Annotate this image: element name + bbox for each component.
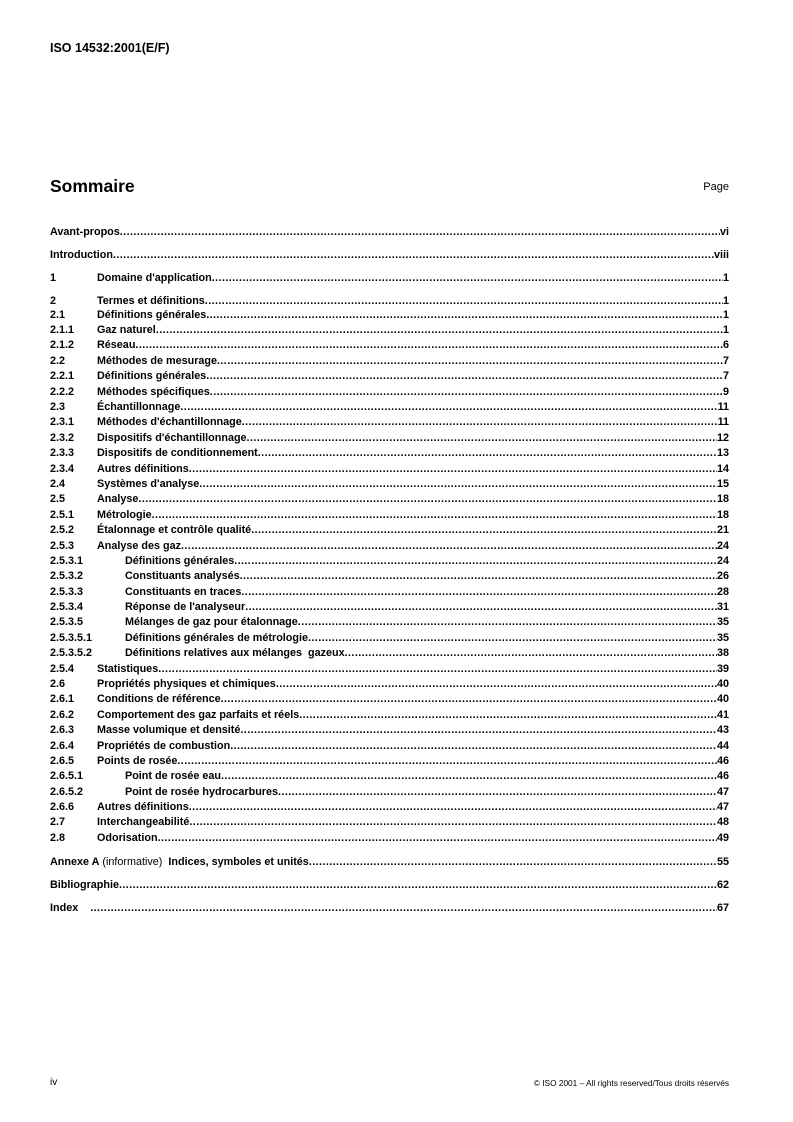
- toc-entry[interactable]: [50, 324, 729, 337]
- toc-entry-label: Constituants analysés: [125, 570, 240, 582]
- dot-leader: [247, 432, 717, 445]
- toc-entry[interactable]: [50, 879, 729, 892]
- toc-entry-label: Introduction: [50, 249, 113, 261]
- toc-entry-number: 2.6.3: [50, 724, 75, 736]
- toc-entry-page: 24: [716, 555, 729, 567]
- dot-leader: [177, 755, 717, 768]
- toc-entry-page: 1: [722, 295, 729, 307]
- dot-leader: [308, 632, 717, 645]
- toc-entry-number: 2.3.3: [50, 447, 75, 459]
- toc-entry[interactable]: [50, 678, 729, 691]
- dot-leader: [119, 879, 717, 892]
- toc-entry[interactable]: [50, 272, 729, 285]
- toc-entry-page: 43: [716, 724, 729, 736]
- toc-entry[interactable]: [50, 447, 729, 460]
- dot-leader: [217, 355, 723, 368]
- toc-entry-label: Définitions générales de métrologie: [125, 632, 308, 644]
- toc-entry-number: 2.5.1: [50, 509, 75, 521]
- toc-entry-number: 2.2.2: [50, 386, 75, 398]
- toc-entry[interactable]: [50, 601, 729, 614]
- toc-entry-number: 2.5.2: [50, 524, 75, 536]
- toc-entry[interactable]: [50, 786, 729, 799]
- toc-entry-label: Masse volumique et densité: [97, 724, 241, 736]
- toc-entry-number: 2.8: [50, 832, 66, 844]
- toc-entry-page: 28: [716, 586, 729, 598]
- dot-leader: [345, 647, 717, 660]
- dot-leader: [205, 295, 723, 308]
- toc-entry-label: Termes et définitions: [97, 295, 205, 307]
- dot-leader: [152, 509, 717, 522]
- dot-leader: [221, 693, 717, 706]
- dot-leader: [278, 786, 717, 799]
- toc-entry-number: 2.2.1: [50, 370, 75, 382]
- toc-entry-number: 2.1.2: [50, 339, 75, 351]
- toc-entry-number: 2.5.4: [50, 663, 75, 675]
- toc-entry[interactable]: [50, 463, 729, 476]
- toc-entry-label: Dispositifs de conditionnement: [97, 447, 258, 459]
- toc-entry[interactable]: [50, 401, 729, 414]
- toc-entry[interactable]: [50, 816, 729, 829]
- dot-leader: [206, 370, 723, 383]
- dot-leader: [242, 416, 718, 429]
- toc-entry-page: 31: [716, 601, 729, 613]
- toc-entry-page: 40: [716, 693, 729, 705]
- toc-entry-page: 6: [722, 339, 729, 351]
- toc-entry-page: 13: [716, 447, 729, 459]
- dot-leader: [251, 524, 717, 537]
- toc-entry-label: Étalonnage et contrôle qualité: [97, 524, 252, 536]
- toc-entry-number: 2: [50, 295, 57, 307]
- toc-entry-number: 1: [50, 272, 57, 284]
- dot-leader: [212, 272, 723, 285]
- toc-entry-page: 55: [716, 856, 729, 868]
- toc-entry[interactable]: [50, 249, 729, 262]
- toc-entry[interactable]: [50, 570, 729, 583]
- toc-entry-label: Point de rosée eau: [125, 770, 222, 782]
- toc-entry[interactable]: [50, 632, 729, 645]
- toc-entry-page: 12: [716, 432, 729, 444]
- toc-entry-page: 46: [716, 770, 729, 782]
- dot-leader: [276, 678, 717, 691]
- toc-entry-page: 18: [716, 509, 729, 521]
- toc-entry-page: 21: [716, 524, 729, 536]
- toc-entry-number: 2.4: [50, 478, 66, 490]
- toc-entry[interactable]: [50, 226, 729, 239]
- dot-leader: [113, 249, 714, 262]
- dot-leader: [189, 816, 717, 829]
- dot-leader: [298, 616, 717, 629]
- annex-note: (informative): [99, 856, 166, 868]
- toc-entry[interactable]: [50, 432, 729, 445]
- toc-entry-page: vi: [719, 226, 729, 238]
- toc-entry-label: Domaine d'application: [97, 272, 212, 284]
- toc-entry-page: 18: [716, 493, 729, 505]
- toc-entry[interactable]: [50, 555, 729, 568]
- toc-entry-page: 47: [716, 801, 729, 813]
- toc-entry-label: Interchangeabilité: [97, 816, 190, 828]
- toc-entry-page: 38: [716, 647, 729, 659]
- toc-entry-label: Constituants en traces: [125, 586, 242, 598]
- toc-entry-label: Gaz naturel: [97, 324, 156, 336]
- toc-entry[interactable]: [50, 832, 729, 845]
- annex-label: Annexe A: [50, 856, 100, 868]
- toc-entry-number: 2.6.6: [50, 801, 75, 813]
- toc-entry-label: Réponse de l'analyseur: [125, 601, 246, 613]
- toc-entry-number: 2.5.3.3: [50, 586, 84, 598]
- toc-entry-page: 41: [716, 709, 729, 721]
- dot-leader: [189, 463, 717, 476]
- toc-entry-number: 2.3.2: [50, 432, 75, 444]
- toc-entry-page: 49: [716, 832, 729, 844]
- toc-entry[interactable]: [50, 478, 729, 491]
- toc-entry-number: 2.5.3.5.1: [50, 632, 93, 644]
- page-title: Sommaire: [50, 176, 135, 196]
- dot-leader: [230, 740, 717, 753]
- toc-entry[interactable]: [50, 309, 729, 322]
- toc-entry-label: Définitions générales: [125, 555, 235, 567]
- toc-entry-page: viii: [713, 249, 729, 261]
- toc-entry-label: Métrologie: [97, 509, 152, 521]
- page-column-label: Page: [703, 181, 729, 193]
- toc-entry-label: Autres définitions: [97, 463, 189, 475]
- toc-entry-page: 47: [716, 786, 729, 798]
- toc-entry[interactable]: [50, 709, 729, 722]
- toc-entry-label: Définitions générales: [97, 370, 207, 382]
- toc-entry-page: 35: [716, 632, 729, 644]
- dot-leader: [180, 401, 717, 414]
- dot-leader: [241, 586, 717, 599]
- page-number: iv: [50, 1077, 58, 1088]
- toc-entry-label: Avant-propos: [50, 226, 120, 238]
- toc-entry-page: 14: [716, 463, 729, 475]
- toc-entry-number: 2.6.2: [50, 709, 75, 721]
- dot-leader: [245, 601, 717, 614]
- toc-entry-number: 2.1.1: [50, 324, 75, 336]
- toc-entry-number: 2.5.3: [50, 540, 75, 552]
- dot-leader: [158, 832, 717, 845]
- toc-entry-label: [50, 856, 309, 869]
- dot-leader: [210, 386, 723, 399]
- dot-leader: [234, 555, 717, 568]
- dot-leader: [240, 570, 717, 583]
- toc-entry[interactable]: [50, 724, 729, 737]
- toc-entry-page: 11: [717, 401, 729, 413]
- toc-entry[interactable]: [50, 295, 729, 308]
- toc-entry[interactable]: [50, 740, 729, 753]
- toc-entry-page: 39: [716, 663, 729, 675]
- toc-entry[interactable]: [50, 339, 729, 352]
- toc-entry-label: Odorisation: [97, 832, 158, 844]
- toc-entry-page: 9: [722, 386, 729, 398]
- dot-leader: [199, 478, 717, 491]
- toc-entry-number: 2.6.1: [50, 693, 75, 705]
- toc-entry-label: Statistiques: [97, 663, 159, 675]
- dot-leader: [138, 493, 717, 506]
- toc-entry[interactable]: [50, 355, 729, 368]
- toc-entry-label: Systèmes d'analyse: [97, 478, 200, 490]
- toc-entry-label: Méthodes de mesurage: [97, 355, 217, 367]
- dot-leader: [181, 540, 717, 553]
- toc-entry-number: 2.5.3.5: [50, 616, 84, 628]
- toc-entry[interactable]: [50, 509, 729, 522]
- toc-entry-page: 11: [717, 416, 729, 428]
- toc-entry[interactable]: [50, 856, 729, 869]
- toc-entry[interactable]: [50, 616, 729, 629]
- toc-entry-label: Définitions générales: [97, 309, 207, 321]
- toc-entry[interactable]: [50, 540, 729, 553]
- copyright-notice: © ISO 2001 – All rights reserved/Tous droits réservés: [533, 1078, 729, 1088]
- toc-entry-page: 44: [716, 740, 729, 752]
- toc-entry-number: 2.6.4: [50, 740, 75, 752]
- dot-leader: [135, 339, 723, 352]
- toc-entry-page: 24: [716, 540, 729, 552]
- toc-entry[interactable]: [50, 755, 729, 768]
- toc-entry-number: 2.6.5.1: [50, 770, 84, 782]
- toc-entry-number: 2.7: [50, 816, 66, 828]
- dot-leader: [90, 902, 717, 915]
- toc-entry-label: Méthodes d'échantillonnage: [97, 416, 242, 428]
- toc-entry-label: Propriétés de combustion: [97, 740, 231, 752]
- toc-entry-label: Analyse: [97, 493, 139, 505]
- toc-entry-number: 2.5.3.2: [50, 570, 84, 582]
- toc-entry-number: 2.3: [50, 401, 66, 413]
- toc-entry-number: 2.6.5: [50, 755, 75, 767]
- toc-entry-label: Échantillonnage: [97, 401, 181, 413]
- toc-entry[interactable]: [50, 693, 729, 706]
- toc-entry-page: 7: [722, 355, 729, 367]
- dot-leader: [240, 724, 717, 737]
- toc-entry-number: 2.1: [50, 309, 66, 321]
- toc-entry-label: Bibliographie: [50, 879, 119, 891]
- toc-entry-label: Réseau: [97, 339, 136, 351]
- toc-entry-page: 1: [722, 309, 729, 321]
- toc-entry[interactable]: [50, 370, 729, 383]
- toc-entry-page: 1: [722, 272, 729, 284]
- dot-leader: [221, 770, 717, 783]
- toc-entry[interactable]: [50, 801, 729, 814]
- toc-entry-page: 48: [716, 816, 729, 828]
- toc-entry-label: Propriétés physiques et chimiques: [97, 678, 276, 690]
- toc-entry[interactable]: [50, 770, 729, 783]
- toc-entry-page: 35: [716, 616, 729, 628]
- dot-leader: [189, 801, 717, 814]
- toc-entry-page: 67: [716, 902, 729, 914]
- toc-entry-number: 2.6: [50, 678, 66, 690]
- dot-leader: [158, 663, 717, 676]
- toc-heading: [50, 176, 729, 198]
- toc-entry-label: Conditions de référence: [97, 693, 221, 705]
- toc-entry-page: 40: [716, 678, 729, 690]
- toc-entry-page: 26: [716, 570, 729, 582]
- toc-entry-number: 2.5.3.4: [50, 601, 84, 613]
- toc-entry-number: 2.6.5.2: [50, 786, 84, 798]
- toc-entry-page: 62: [716, 879, 729, 891]
- toc-entry[interactable]: [50, 902, 729, 915]
- toc-entry-page: 15: [716, 478, 729, 490]
- toc-entry[interactable]: [50, 416, 729, 429]
- dot-leader: [206, 309, 723, 322]
- toc-entry-page: 46: [716, 755, 729, 767]
- toc-entry[interactable]: [50, 493, 729, 506]
- toc-entry-number: 2.5: [50, 493, 66, 505]
- toc-entry-label: Point de rosée hydrocarbures: [125, 786, 279, 798]
- toc-entry[interactable]: [50, 647, 729, 660]
- toc-entry-number: 2.5.3.5.2: [50, 647, 93, 659]
- toc-entry-label: Autres définitions: [97, 801, 189, 813]
- toc-entry-page: 1: [722, 324, 729, 336]
- toc-entry-label: Index: [50, 902, 91, 914]
- annex-title: Indices, symboles et unités: [165, 856, 309, 868]
- toc-entry-number: 2.3.4: [50, 463, 75, 475]
- dot-leader: [258, 447, 717, 460]
- toc-entry-number: 2.5.3.1: [50, 555, 84, 567]
- toc-entry-page: 7: [722, 370, 729, 382]
- toc-entry-label: Comportement des gaz parfaits et réels: [97, 709, 300, 721]
- toc-entry[interactable]: [50, 663, 729, 676]
- toc-entry[interactable]: [50, 386, 729, 399]
- toc-entry-label: Dispositifs d'échantillonnage: [97, 432, 247, 444]
- toc-entry-label: Définitions relatives aux mélanges gazeux: [125, 647, 345, 659]
- dot-leader: [309, 856, 717, 869]
- dot-leader: [120, 226, 720, 239]
- toc-entry-label: Analyse des gaz: [97, 540, 182, 552]
- toc-entry[interactable]: [50, 524, 729, 537]
- toc-entry[interactable]: [50, 586, 729, 599]
- document-id: ISO 14532:2001(E/F): [50, 41, 170, 55]
- dot-leader: [156, 324, 723, 337]
- toc-entry-label: Mélanges de gaz pour étalonnage: [125, 616, 298, 628]
- toc-entry-label: Méthodes spécifiques: [97, 386, 210, 398]
- toc-entry-number: 2.3.1: [50, 416, 75, 428]
- toc-entry-label: Points de rosée: [97, 755, 178, 767]
- toc-entry-number: 2.2: [50, 355, 66, 367]
- dot-leader: [299, 709, 717, 722]
